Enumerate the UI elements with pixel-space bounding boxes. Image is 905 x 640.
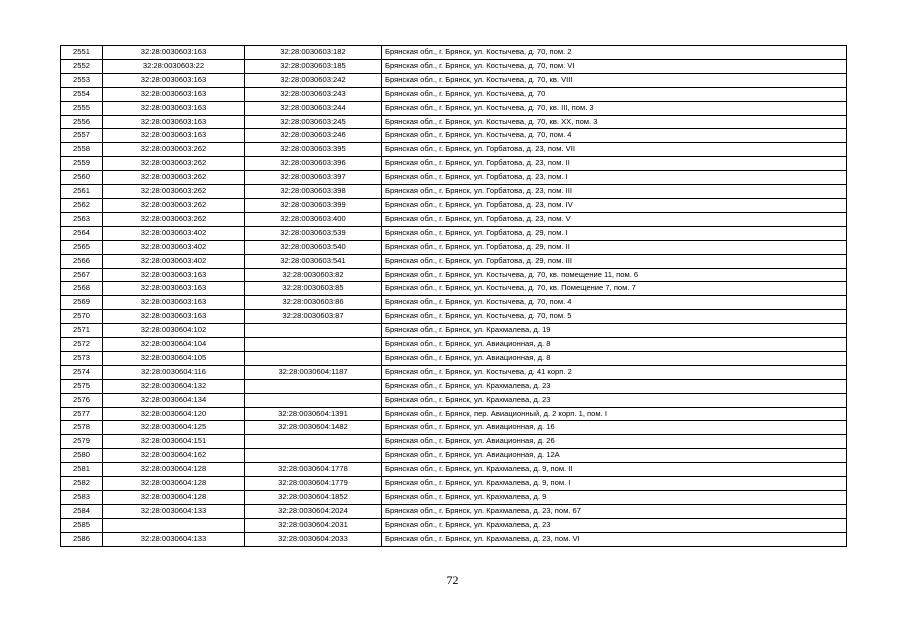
- address-cell: Брянская обл., г. Брянск, ул. Крахмалева, д. 23: [382, 518, 847, 532]
- parent-cadastral-number-cell: 32:28:0030603:163: [103, 101, 245, 115]
- address-cell: Брянская обл., г. Брянск, ул. Крахмалева, д. 23, пом. VI: [382, 532, 847, 546]
- address-cell: Брянская обл., г. Брянск, ул. Крахмалева, д. 23: [382, 393, 847, 407]
- address-cell: Брянская обл., г. Брянск, ул. Костычева, д. 70, кв. Помещение 7, пом. 7: [382, 282, 847, 296]
- parent-cadastral-number-cell: 32:28:0030603:163: [103, 296, 245, 310]
- address-cell: Брянская обл., г. Брянск, ул. Авиационная, д. 8: [382, 338, 847, 352]
- cadastral-number-cell: 32:28:0030603:397: [245, 171, 382, 185]
- cadastral-number-cell: 32:28:0030604:2024: [245, 504, 382, 518]
- cadastral-number-cell: [245, 449, 382, 463]
- parent-cadastral-number-cell: 32:28:0030604:133: [103, 504, 245, 518]
- row-number-cell: 2557: [61, 129, 103, 143]
- cadastral-number-cell: 32:28:0030603:182: [245, 46, 382, 60]
- cadastral-number-cell: 32:28:0030603:540: [245, 240, 382, 254]
- row-number-cell: 2569: [61, 296, 103, 310]
- address-cell: Брянская обл., г. Брянск, ул. Крахмалева, д. 9, пом. I: [382, 477, 847, 491]
- address-cell: Брянская обл., г. Брянск, ул. Костычева, д. 70, кв. VIII: [382, 73, 847, 87]
- cadastral-number-cell: [245, 435, 382, 449]
- table-row: [61, 226, 847, 240]
- row-number-cell: 2553: [61, 73, 103, 87]
- cadastral-number-cell: [245, 338, 382, 352]
- table-row: [61, 407, 847, 421]
- parent-cadastral-number-cell: 32:28:0030604:102: [103, 324, 245, 338]
- parent-cadastral-number-cell: 32:28:0030603:163: [103, 310, 245, 324]
- row-number-cell: 2561: [61, 185, 103, 199]
- table-row: [61, 379, 847, 393]
- parent-cadastral-number-cell: 32:28:0030604:104: [103, 338, 245, 352]
- address-cell: Брянская обл., г. Брянск, ул. Авиационная, д. 8: [382, 351, 847, 365]
- parent-cadastral-number-cell: 32:28:0030603:163: [103, 46, 245, 60]
- address-cell: Брянская обл., г. Брянск, ул. Авиационная, д. 26: [382, 435, 847, 449]
- row-number-cell: 2585: [61, 518, 103, 532]
- table-row: [61, 421, 847, 435]
- register-table-body: [61, 46, 847, 547]
- row-number-cell: 2583: [61, 491, 103, 505]
- row-number-cell: 2573: [61, 351, 103, 365]
- address-cell: Брянская обл., г. Брянск, ул. Крахмалева, д. 9: [382, 491, 847, 505]
- table-row: [61, 296, 847, 310]
- cadastral-number-cell: 32:28:0030604:1852: [245, 491, 382, 505]
- address-cell: Брянская обл., г. Брянск, ул. Крахмалева, д. 23, пом. 67: [382, 504, 847, 518]
- cadastral-number-cell: 32:28:0030603:245: [245, 115, 382, 129]
- address-cell: Брянская обл., г. Брянск, ул. Авиационная, д. 16: [382, 421, 847, 435]
- row-number-cell: 2584: [61, 504, 103, 518]
- table-row: [61, 491, 847, 505]
- cadastral-number-cell: 32:28:0030603:82: [245, 268, 382, 282]
- row-number-cell: 2559: [61, 157, 103, 171]
- parent-cadastral-number-cell: 32:28:0030603:163: [103, 282, 245, 296]
- table-row: [61, 463, 847, 477]
- parent-cadastral-number-cell: 32:28:0030603:262: [103, 198, 245, 212]
- row-number-cell: 2575: [61, 379, 103, 393]
- row-number-cell: 2563: [61, 212, 103, 226]
- address-cell: Брянская обл., г. Брянск, ул. Костычева, д. 70, пом. 2: [382, 46, 847, 60]
- row-number-cell: 2576: [61, 393, 103, 407]
- property-register-table: [60, 45, 847, 547]
- table-row: [61, 365, 847, 379]
- cadastral-number-cell: [245, 324, 382, 338]
- address-cell: Брянская обл., г. Брянск, ул. Горбатова, д. 29, пом. III: [382, 254, 847, 268]
- cadastral-number-cell: 32:28:0030604:1187: [245, 365, 382, 379]
- table-row: [61, 212, 847, 226]
- table-row: [61, 46, 847, 60]
- address-cell: Брянская обл., г. Брянск, ул. Костычева, д. 70, кв. помещение 11, пом. 6: [382, 268, 847, 282]
- row-number-cell: 2581: [61, 463, 103, 477]
- page-number: 72: [446, 573, 459, 587]
- table-row: [61, 240, 847, 254]
- address-cell: Брянская обл., г. Брянск, ул. Крахмалева, д. 19: [382, 324, 847, 338]
- table-row: [61, 338, 847, 352]
- address-cell: Брянская обл., г. Брянск, ул. Крахмалева, д. 23: [382, 379, 847, 393]
- address-cell: Брянская обл., г. Брянск, ул. Горбатова, д. 29, пом. I: [382, 226, 847, 240]
- address-cell: Брянская обл., г. Брянск, ул. Костычева, д. 41 корп. 2: [382, 365, 847, 379]
- parent-cadastral-number-cell: 32:28:0030604:105: [103, 351, 245, 365]
- parent-cadastral-number-cell: 32:28:0030603:262: [103, 185, 245, 199]
- cadastral-number-cell: 32:28:0030604:2031: [245, 518, 382, 532]
- parent-cadastral-number-cell: 32:28:0030603:163: [103, 129, 245, 143]
- cadastral-number-cell: 32:28:0030603:244: [245, 101, 382, 115]
- cadastral-number-cell: 32:28:0030603:243: [245, 87, 382, 101]
- address-cell: Брянская обл., г. Брянск, ул. Костычева, д. 70, пом. 5: [382, 310, 847, 324]
- parent-cadastral-number-cell: 32:28:0030603:402: [103, 226, 245, 240]
- row-number-cell: 2578: [61, 421, 103, 435]
- cadastral-number-cell: 32:28:0030604:2033: [245, 532, 382, 546]
- table-row: [61, 143, 847, 157]
- row-number-cell: 2555: [61, 101, 103, 115]
- address-cell: Брянская обл., г. Брянск, ул. Горбатова, д. 23, пом. IV: [382, 198, 847, 212]
- parent-cadastral-number-cell: 32:28:0030603:262: [103, 157, 245, 171]
- parent-cadastral-number-cell: 32:28:0030604:128: [103, 491, 245, 505]
- cadastral-number-cell: 32:28:0030603:398: [245, 185, 382, 199]
- parent-cadastral-number-cell: 32:28:0030603:163: [103, 73, 245, 87]
- address-cell: Брянская обл., г. Брянск, ул. Горбатова, д. 23, пом. V: [382, 212, 847, 226]
- row-number-cell: 2580: [61, 449, 103, 463]
- parent-cadastral-number-cell: 32:28:0030604:120: [103, 407, 245, 421]
- parent-cadastral-number-cell: 32:28:0030604:162: [103, 449, 245, 463]
- parent-cadastral-number-cell: 32:28:0030604:133: [103, 532, 245, 546]
- row-number-cell: 2582: [61, 477, 103, 491]
- cadastral-number-cell: 32:28:0030603:246: [245, 129, 382, 143]
- address-cell: Брянская обл., г. Брянск, ул. Костычева, д. 70, пом. 4: [382, 296, 847, 310]
- row-number-cell: 2551: [61, 46, 103, 60]
- address-cell: Брянская обл., г. Брянск, ул. Крахмалева, д. 9, пом. II: [382, 463, 847, 477]
- row-number-cell: 2574: [61, 365, 103, 379]
- cadastral-number-cell: 32:28:0030603:242: [245, 73, 382, 87]
- cadastral-number-cell: 32:28:0030603:395: [245, 143, 382, 157]
- row-number-cell: 2554: [61, 87, 103, 101]
- table-row: [61, 185, 847, 199]
- table-row: [61, 171, 847, 185]
- address-cell: Брянская обл., г. Брянск, ул. Горбатова, д. 23, пом. VII: [382, 143, 847, 157]
- cadastral-number-cell: [245, 393, 382, 407]
- parent-cadastral-number-cell: 32:28:0030603:262: [103, 143, 245, 157]
- table-row: [61, 254, 847, 268]
- table-row: [61, 73, 847, 87]
- parent-cadastral-number-cell: 32:28:0030604:151: [103, 435, 245, 449]
- row-number-cell: 2579: [61, 435, 103, 449]
- table-row: [61, 268, 847, 282]
- row-number-cell: 2552: [61, 59, 103, 73]
- table-row: [61, 198, 847, 212]
- row-number-cell: 2566: [61, 254, 103, 268]
- cadastral-number-cell: 32:28:0030604:1482: [245, 421, 382, 435]
- row-number-cell: 2564: [61, 226, 103, 240]
- parent-cadastral-number-cell: 32:28:0030603:163: [103, 115, 245, 129]
- cadastral-number-cell: [245, 351, 382, 365]
- table-row: [61, 532, 847, 546]
- address-cell: Брянская обл., г. Брянск, ул. Горбатова, д. 23, пом. II: [382, 157, 847, 171]
- row-number-cell: 2567: [61, 268, 103, 282]
- cadastral-number-cell: 32:28:0030603:87: [245, 310, 382, 324]
- table-row: [61, 518, 847, 532]
- address-cell: Брянская обл., г. Брянск, пер. Авиационный, д. 2 корп. 1, пом. I: [382, 407, 847, 421]
- parent-cadastral-number-cell: 32:28:0030604:125: [103, 421, 245, 435]
- cadastral-number-cell: 32:28:0030604:1778: [245, 463, 382, 477]
- row-number-cell: 2565: [61, 240, 103, 254]
- row-number-cell: 2570: [61, 310, 103, 324]
- table-row: [61, 157, 847, 171]
- address-cell: Брянская обл., г. Брянск, ул. Горбатова, д. 29, пом. II: [382, 240, 847, 254]
- address-cell: Брянская обл., г. Брянск, ул. Костычева, д. 70, пом. VI: [382, 59, 847, 73]
- row-number-cell: 2568: [61, 282, 103, 296]
- table-row: [61, 310, 847, 324]
- parent-cadastral-number-cell: 32:28:0030603:163: [103, 87, 245, 101]
- cadastral-number-cell: 32:28:0030603:185: [245, 59, 382, 73]
- table-row: [61, 101, 847, 115]
- table-row: [61, 435, 847, 449]
- table-row: [61, 129, 847, 143]
- parent-cadastral-number-cell: [103, 518, 245, 532]
- parent-cadastral-number-cell: 32:28:0030604:134: [103, 393, 245, 407]
- cadastral-number-cell: 32:28:0030603:539: [245, 226, 382, 240]
- row-number-cell: 2560: [61, 171, 103, 185]
- address-cell: Брянская обл., г. Брянск, ул. Костычева, д. 70, кв. III, пом. 3: [382, 101, 847, 115]
- address-cell: Брянская обл., г. Брянск, ул. Костычева, д. 70, кв. XX, пом. 3: [382, 115, 847, 129]
- table-row: [61, 449, 847, 463]
- row-number-cell: 2571: [61, 324, 103, 338]
- cadastral-number-cell: 32:28:0030603:400: [245, 212, 382, 226]
- address-cell: Брянская обл., г. Брянск, ул. Костычева, д. 70, пом. 4: [382, 129, 847, 143]
- parent-cadastral-number-cell: 32:28:0030603:262: [103, 171, 245, 185]
- parent-cadastral-number-cell: 32:28:0030604:128: [103, 463, 245, 477]
- address-cell: Брянская обл., г. Брянск, ул. Горбатова, д. 23, пом. I: [382, 171, 847, 185]
- row-number-cell: 2577: [61, 407, 103, 421]
- cadastral-number-cell: 32:28:0030604:1391: [245, 407, 382, 421]
- table-row: [61, 282, 847, 296]
- address-cell: Брянская обл., г. Брянск, ул. Авиационная, д. 12А: [382, 449, 847, 463]
- cadastral-number-cell: 32:28:0030603:86: [245, 296, 382, 310]
- table-row: [61, 393, 847, 407]
- address-cell: Брянская обл., г. Брянск, ул. Горбатова, д. 23, пом. III: [382, 185, 847, 199]
- row-number-cell: 2586: [61, 532, 103, 546]
- cadastral-number-cell: 32:28:0030603:541: [245, 254, 382, 268]
- cadastral-number-cell: [245, 379, 382, 393]
- parent-cadastral-number-cell: 32:28:0030604:132: [103, 379, 245, 393]
- cadastral-number-cell: 32:28:0030604:1779: [245, 477, 382, 491]
- parent-cadastral-number-cell: 32:28:0030603:402: [103, 254, 245, 268]
- table-row: [61, 504, 847, 518]
- parent-cadastral-number-cell: 32:28:0030603:163: [103, 268, 245, 282]
- cadastral-number-cell: 32:28:0030603:396: [245, 157, 382, 171]
- table-row: [61, 477, 847, 491]
- parent-cadastral-number-cell: 32:28:0030603:22: [103, 59, 245, 73]
- parent-cadastral-number-cell: 32:28:0030603:262: [103, 212, 245, 226]
- cadastral-number-cell: 32:28:0030603:399: [245, 198, 382, 212]
- row-number-cell: 2562: [61, 198, 103, 212]
- cadastral-number-cell: 32:28:0030603:85: [245, 282, 382, 296]
- table-row: [61, 59, 847, 73]
- table-row: [61, 324, 847, 338]
- parent-cadastral-number-cell: 32:28:0030604:116: [103, 365, 245, 379]
- address-cell: Брянская обл., г. Брянск, ул. Костычева, д. 70: [382, 87, 847, 101]
- row-number-cell: 2572: [61, 338, 103, 352]
- table-row: [61, 115, 847, 129]
- parent-cadastral-number-cell: 32:28:0030604:128: [103, 477, 245, 491]
- row-number-cell: 2556: [61, 115, 103, 129]
- row-number-cell: 2558: [61, 143, 103, 157]
- parent-cadastral-number-cell: 32:28:0030603:402: [103, 240, 245, 254]
- table-row: [61, 351, 847, 365]
- table-row: [61, 87, 847, 101]
